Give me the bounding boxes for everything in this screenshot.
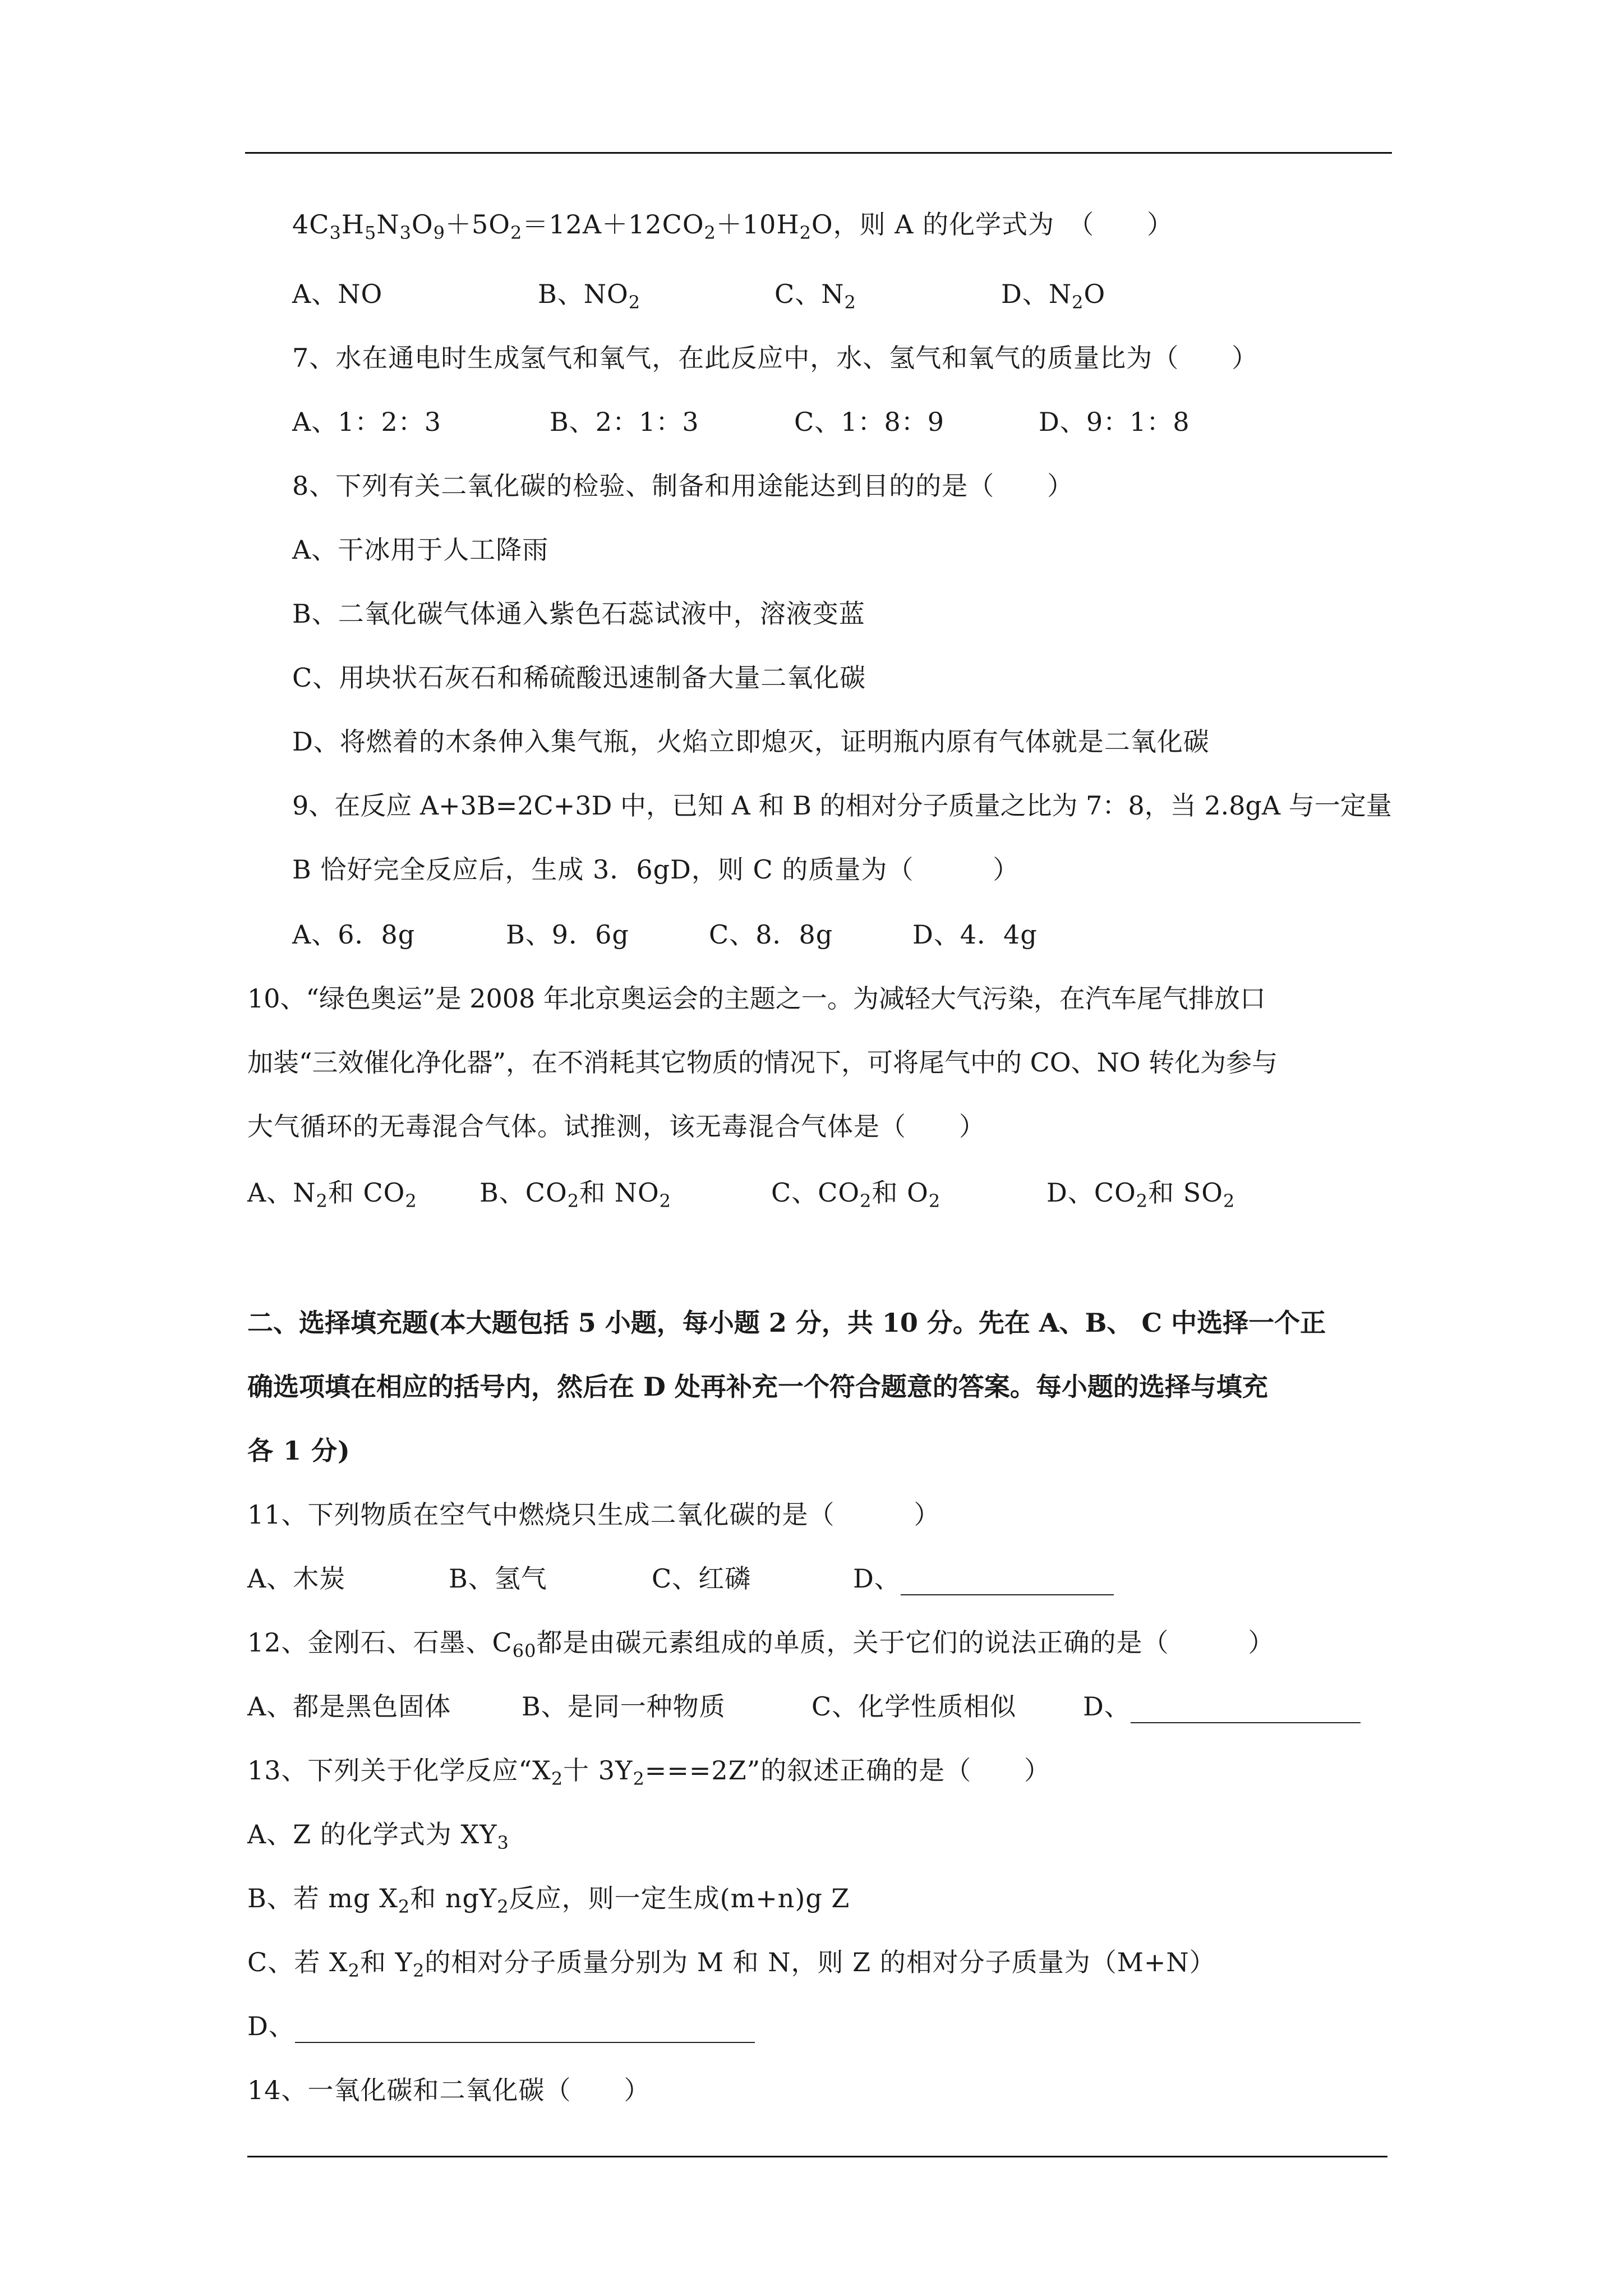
q10-stem-line2: 加装“三效催化净化器”，在不消耗其它物质的情况下，可将尾气中的 CO、NO 转化为参与 bbox=[247, 1047, 1278, 1078]
q8-option-d[interactable]: D、将燃着的木条伸入集气瓶，火焰立即熄灭，证明瓶内原有气体就是二氧化碳 bbox=[292, 726, 1210, 757]
q10-option-c[interactable]: C、$CO_2$和 $O_2$ bbox=[771, 1177, 941, 1212]
q7-option-a[interactable]: A、1：2：3 bbox=[292, 407, 442, 437]
q6-equation: $4C_3H_5N_3O_9+5O_2=12A+12CO_2+10H_2O$，则 A 的化学式为 （ ） bbox=[292, 209, 1174, 243]
q8-stem: 8、下列有关二氧化碳的检验、制备和用途能达到目的的是（ ） bbox=[292, 471, 1074, 501]
q12-stem: 12、金刚石、石墨、$C_{60}$都是由碳元素组成的单质，关于它们的说法正确的是（ ） bbox=[247, 1627, 1275, 1662]
section2-heading-line1: 二、选择填充题(本大题包括 5 小题，每小题 2 分，共 10 分。先在 A、B、 C 中选择一个正 bbox=[247, 1308, 1326, 1338]
section2-heading-line2: 确选项填在相应的括号内，然后在 D 处再补充一个符合题意的答案。每小题的选择与填充 bbox=[247, 1372, 1268, 1402]
q12-option-b[interactable]: B、是同一种物质 bbox=[522, 1691, 726, 1722]
section2-heading-line3: 各 1 分) bbox=[247, 1435, 351, 1466]
q12-option-d[interactable]: D、 bbox=[1083, 1690, 1361, 1723]
q8-option-c[interactable]: C、用块状石灰石和稀硫酸迅速制备大量二氧化碳 bbox=[292, 662, 866, 693]
q13-option-d[interactable]: D、 bbox=[247, 2009, 755, 2043]
q14-stem: 14、一氧化碳和二氧化碳（ ） bbox=[247, 2075, 651, 2105]
q13-option-c[interactable]: C、若 $X_2$和 $Y_2$的相对分子质量分别为 M 和 N，则 Z 的相对分子质量为（M+N） bbox=[247, 1947, 1216, 1981]
q11-blank[interactable] bbox=[901, 1570, 1114, 1595]
q13-option-b[interactable]: B、若 mg $X_2$和 ngY$_2$反应，则一定生成(m+n)g Z bbox=[247, 1883, 850, 1917]
q7-option-c[interactable]: C、1：8：9 bbox=[794, 407, 944, 437]
q9-stem-line2: B 恰好完全反应后，生成 3．6gD，则 C 的质量为（ ） bbox=[292, 854, 1020, 885]
q6-option-b[interactable]: B、$NO_2$ bbox=[538, 279, 641, 313]
q9-option-c[interactable]: C、8．8g bbox=[709, 919, 833, 950]
q7-option-d[interactable]: D、9：1：8 bbox=[1039, 407, 1190, 437]
q6-option-a[interactable]: A、NO bbox=[292, 279, 383, 309]
q11-option-a[interactable]: A、木炭 bbox=[247, 1563, 346, 1594]
q9-stem-line1: 9、在反应 A+3B=2C+3D 中，已知 A 和 B 的相对分子质量之比为 7：8，当 2.8gA 与一定量 bbox=[292, 790, 1392, 821]
q9-option-a[interactable]: A、6．8g bbox=[292, 919, 416, 950]
q7-option-b[interactable]: B、2：1：3 bbox=[550, 407, 699, 437]
q12-option-c[interactable]: C、化学性质相似 bbox=[811, 1691, 1017, 1722]
q13-stem: 13、下列关于化学反应“$X_2$十 $3Y_2===2Z$”的叙述正确的是（ ） bbox=[247, 1755, 1051, 1789]
q8-option-a[interactable]: A、干冰用于人工降雨 bbox=[292, 535, 549, 565]
q13-blank[interactable] bbox=[295, 2017, 755, 2043]
q8-option-b[interactable]: B、二氧化碳气体通入紫色石蕊试液中，溶液变蓝 bbox=[292, 599, 865, 629]
q10-stem-line1: 10、“绿色奥运”是 2008 年北京奥运会的主题之一。为减轻大气污染，在汽车尾气排放口 bbox=[247, 983, 1266, 1014]
footer-rule bbox=[247, 2156, 1387, 2157]
q10-option-a[interactable]: A、$N_2$和 $CO_2$ bbox=[247, 1177, 417, 1212]
q11-option-b[interactable]: B、氢气 bbox=[449, 1563, 547, 1594]
q10-option-b[interactable]: B、$CO_2$和 $NO_2$ bbox=[479, 1177, 672, 1212]
header-rule bbox=[245, 152, 1392, 154]
q10-stem-line3: 大气循环的无毒混合气体。试推测，该无毒混合气体是（ ） bbox=[247, 1111, 985, 1142]
q9-option-d[interactable]: D、4．4g bbox=[912, 919, 1038, 950]
q6-option-d[interactable]: D、$N_2O$ bbox=[1001, 279, 1106, 313]
q9-option-b[interactable]: B、9．6g bbox=[506, 919, 629, 950]
q13-option-a[interactable]: A、Z 的化学式为 $XY_3$ bbox=[247, 1819, 509, 1853]
q12-option-a[interactable]: A、都是黑色固体 bbox=[247, 1691, 451, 1722]
q11-option-c[interactable]: C、红磷 bbox=[652, 1563, 751, 1594]
q7-stem: 7、水在通电时生成氢气和氧气，在此反应中，水、氢气和氧气的质量比为（ ） bbox=[292, 343, 1258, 373]
q11-stem: 11、下列物质在空气中燃烧只生成二氧化碳的是（ ） bbox=[247, 1499, 940, 1530]
q12-blank[interactable] bbox=[1131, 1697, 1361, 1723]
q11-option-d[interactable]: D、 bbox=[853, 1562, 1114, 1595]
q6-option-c[interactable]: C、$N_2$ bbox=[774, 279, 856, 313]
q10-option-d[interactable]: D、$CO_2$和 $SO_2$ bbox=[1046, 1177, 1235, 1212]
